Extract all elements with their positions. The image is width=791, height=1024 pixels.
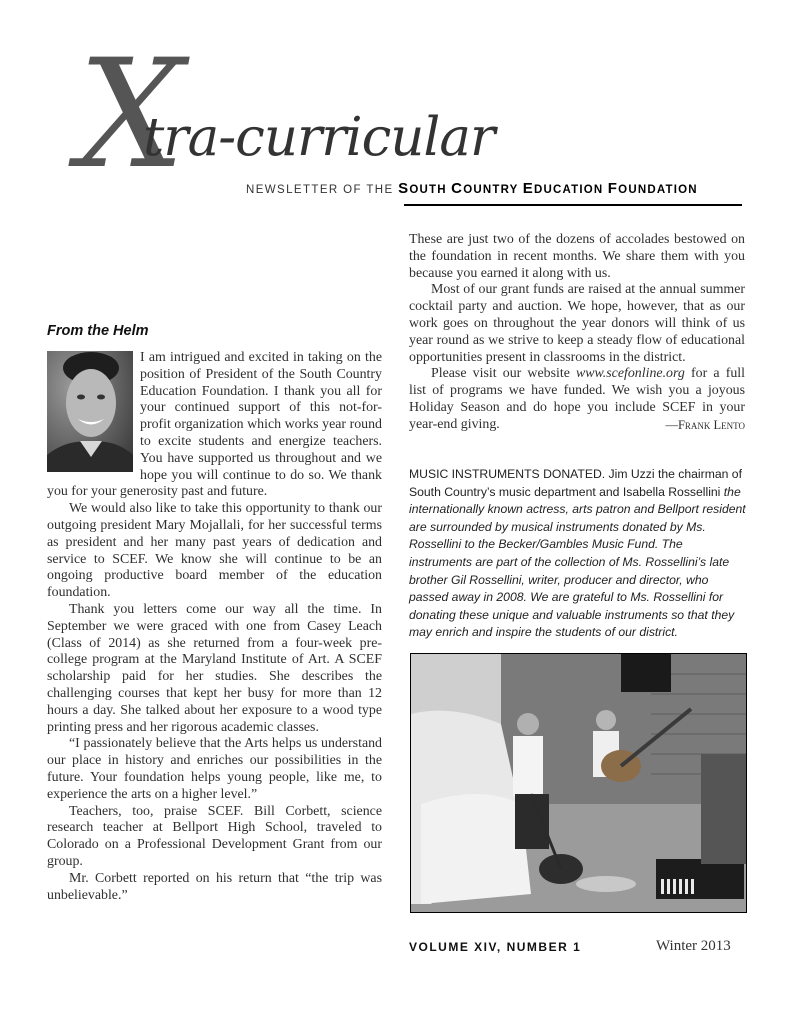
helm-paragraph-1: I am intrigued and excited in taking on the position of President of the South Country Education Foundation. I thank you all for your continued support of this not-for-profit organization which works year round to excite students and energize teachers. You have supported us throughout and we hope you will continue to do so. We thank you for your generosity past and future. (47, 350, 382, 500)
accolades-paragraph: These are just two of the dozens of accolades bestowed on the foundation in recent months. We share them with you because you earned it along with us. (409, 232, 745, 281)
helm-paragraph-2: We would also like to take this opportunity to thank our outgoing president Mary Mojallali, for her successful terms as president and her many past years of dedication and service to SCEF. We know she will continue to be an ongoing productive board member of the education foundation. (47, 501, 382, 601)
portrait-image (47, 351, 133, 472)
president-portrait (47, 351, 133, 472)
grant-funds-paragraph: Most of our grant funds are raised at the annual summer cocktail party and auction. We hope, however, that as our work goes on throughout the year donors will think of us year round as we strive to keep a steady flow of educational opportunities present in classrooms in the district. (409, 282, 745, 365)
masthead-subtitle (246, 180, 698, 197)
caption-body: Jim Uzzi the chairman of South Country’s music department and Isabella Rossellini (409, 467, 742, 499)
helm-paragraph-6: Mr. Corbett reported on his return that “the trip was unbelievable.” (47, 870, 382, 903)
left-column (47, 350, 382, 904)
masthead-org-name: SOUTH COUNTRY EDUCATION FOUNDATION (398, 180, 698, 197)
right-column (409, 232, 745, 434)
caption-italic: the internationally known actress, arts patron and Bellport resident are surrounded by musical instruments donated by Ms. Rossellini to the Becker/Gambles Music Fund. The instruments are part of the collection of Ms. Rossellini’s late brother Gil Rossellini, writer, producer and director, who passed away in 2008. We are grateful to Ms. Rossellini for donating these unique and valuable instruments so that they may enrich and inspire the students of our district. (409, 484, 746, 640)
helm-quote: “I passionately believe that the Arts helps us understand our place in history and enriches our possibilities in the future. Your foundation helps young people, like me, to experience the arts on a higher level.” (47, 736, 382, 802)
issue-date: Winter 2013 (656, 938, 731, 954)
masthead-initial-x: X (78, 28, 181, 202)
helm-paragraph-5: Teachers, too, praise SCEF. Bill Corbett, science research teacher at Bellport High School, traveled to Colorado on a Professional Development Grant from our group. (47, 803, 382, 869)
helm-paragraph-3: Thank you letters come our way all the time. In September we were graced with one from Casey Leach (Class of 2014) as she returned from a four-week pre-college program at the Maryland Institute of Art. A SCEF scholarship paid for her studies. She describes the challenging courses that kept her busy for more than 12 hours a day. She talked about her exposure to a wood type printing press and her rigorous academic classes. (47, 601, 382, 735)
masthead-rule (404, 204, 742, 206)
photo-image (411, 654, 746, 912)
caption-lead: MUSIC INSTRUMENTS DONATED. (409, 467, 606, 481)
masthead-title: tra-curricular (143, 107, 495, 168)
volume-number: VOLUME XIV, NUMBER 1 (409, 940, 582, 954)
website-link[interactable]: www.scefonline.org (576, 366, 685, 382)
signoff: —Frank Lento (665, 417, 745, 432)
section-heading-from-the-helm: From the Helm (47, 323, 149, 339)
masthead-subtitle-prefix: NEWSLETTER OF THE (246, 184, 399, 196)
photo-caption (409, 466, 747, 642)
website-paragraph: Please visit our website www.scefonline.org for a full list of programs we have funded. We wish you a joyous Holiday Season and do hope you include SCEF in your year-end giving. —Frank Lento (409, 366, 745, 432)
instruments-photo (410, 653, 747, 913)
